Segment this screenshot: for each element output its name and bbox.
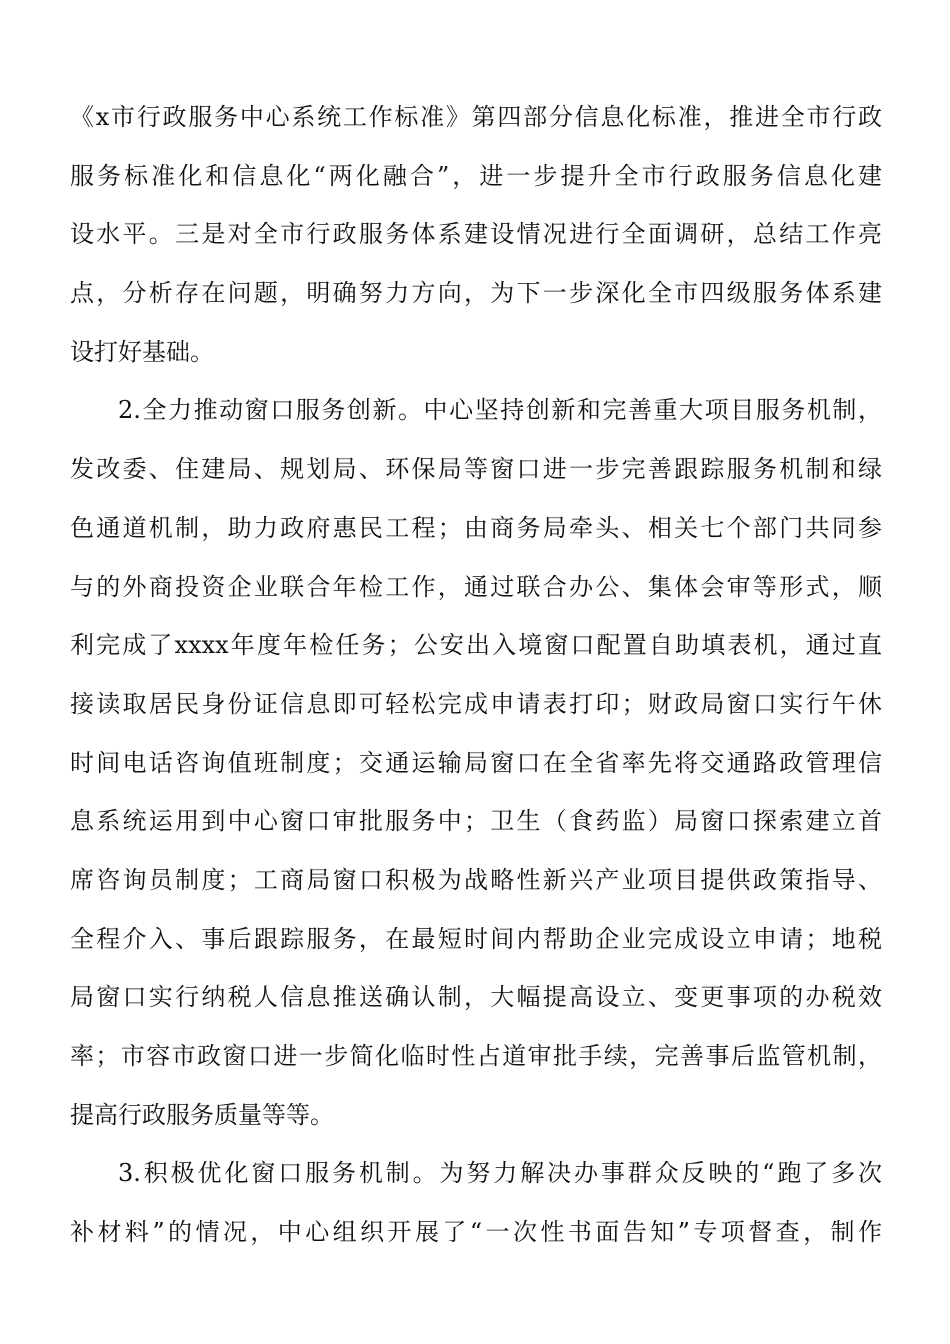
paragraph-3 [70,1144,882,1261]
paragraph-2 [70,381,882,1144]
text-line: 提高行政服务质量等等。 [70,1100,334,1129]
text-line: 局窗口实行纳税人信息推送确认制，大幅提高设立、变更事项的办税效 [70,983,882,1012]
text-line: 《x市行政服务中心系统工作标准》第四部分信息化标准，推进全市行政 [70,103,882,131]
text-line: 席咨询员制度；工商局窗口积极为战略性新兴产业项目提供政策指导、 [70,865,882,894]
paragraph-1 [70,88,882,381]
text-line: 设水平。三是对全市行政服务体系建设情况进行全面调研，总结工作亮 [70,220,882,249]
text-line: 补材料”的情况，中心组织开展了“一次性书面告知”专项督查，制作 [70,1218,882,1247]
text-line: 率；市容市政窗口进一步简化临时性占道审批手续，完善事后监管机制， [70,1042,882,1070]
text-line: 与的外商投资企业联合年检工作，通过联合办公、集体会审等形式，顺 [70,572,882,601]
text-line: 点，分析存在问题，明确努力方向，为下一步深化全市四级服务体系建 [70,279,882,308]
text-line: 接读取居民身份证信息即可轻松完成申请表打印；财政局窗口实行午休 [70,689,882,718]
text-line: 全程介入、事后跟踪服务，在最短时间内帮助企业完成设立申请；地税 [70,924,882,953]
text-line: 色通道机制，助力政府惠民工程；由商务局牵头、相关七个部门共同参 [70,513,882,542]
text-line: 3.积极优化窗口服务机制。为努力解决办事群众反映的“跑了多次 [118,1159,882,1188]
document-body [70,88,882,1262]
text-line: 发改委、住建局、规划局、环保局等窗口进一步完善跟踪服务机制和绿 [70,455,882,484]
text-line: 时间电话咨询值班制度；交通运输局窗口在全省率先将交通路政管理信 [70,748,882,777]
text-line: 服务标准化和信息化“两化融合”，进一步提升全市行政服务信息化建 [70,161,882,190]
text-line: 利完成了xxxx年度年检任务；公安出入境窗口配置自助填表机，通过直 [70,631,882,660]
text-line: 设打好基础。 [70,337,214,366]
text-line: 2.全力推动窗口服务创新。中心坚持创新和完善重大项目服务机制， [118,396,882,425]
text-line: 息系统运用到中心窗口审批服务中；卫生（食药监）局窗口探索建立首 [70,807,882,836]
